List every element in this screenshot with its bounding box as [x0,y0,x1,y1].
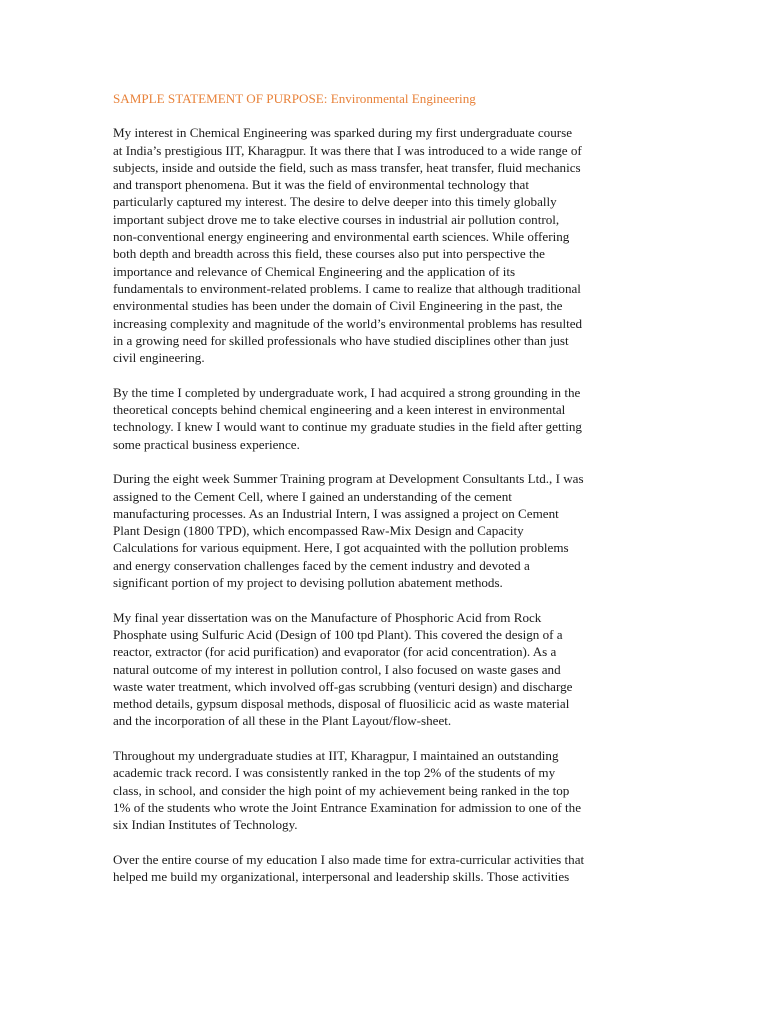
paragraph-undergraduate [113,384,658,453]
paragraph-line: academic track record. I was consistently ranked in the top 2% of the students of my [113,765,556,781]
paragraph-line: six Indian Institutes of Technology. [113,817,298,833]
paragraph-line: During the eight week Summer Training program at Development Consultants Ltd., I was [113,471,584,487]
paragraph-line: My interest in Chemical Engineering was sparked during my first undergraduate course [113,125,573,141]
paragraph-line: 1% of the students who wrote the Joint Entrance Examination for admission to one of the [113,799,581,815]
paragraph-line: Throughout my undergraduate studies at IIT, Kharagpur, I maintained an outstanding [113,747,559,763]
paragraph-line: significant portion of my project to devising pollution abatement methods. [113,575,503,591]
paragraph-line: Plant Design (1800 TPD), which encompassed Raw-Mix Design and Capacity [113,523,524,539]
paragraph-line: some practical business experience. [113,436,300,452]
paragraph-interest [113,124,658,366]
paragraph-line: Calculations for various equipment. Here, I got acquainted with the pollution problems [113,540,569,556]
paragraph-line: non-conventional energy engineering and environmental earth sciences. While offering [113,229,570,245]
paragraph-summer-training [113,470,658,591]
paragraph-line: at India’s prestigious IIT, Kharagpur. It was there that I was introduced to a wide range of [113,142,582,158]
paragraph-line: theoretical concepts behind chemical engineering and a keen interest in environmental [113,402,566,418]
paragraph-line: important subject drove me to take elective courses in industrial air pollution control, [113,211,560,227]
paragraph-line: importance and relevance of Chemical Engineering and the application of its [113,263,516,279]
paragraph-line: and the incorporation of all these in the Plant Layout/flow-sheet. [113,713,452,729]
paragraph-line: natural outcome of my interest in pollution control, I also focused on waste gases and [113,661,561,677]
paragraph-line: increasing complexity and magnitude of the world’s environmental problems has resulted [113,315,583,331]
paragraph-line: particularly captured my interest. The desire to delve deeper into this timely globally [113,194,557,210]
paragraph-line: subjects, inside and outside the field, such as mass transfer, heat transfer, fluid mechanics [113,159,581,175]
paragraph-line: By the time I completed by undergraduate work, I had acquired a strong grounding in the [113,384,581,400]
paragraph-academic-record [113,747,658,833]
document-page [113,90,658,903]
paragraph-line: method details, gypsum disposal methods, disposal of fluosilicic acid as waste material [113,696,570,712]
paragraph-line: and energy conservation challenges faced by the cement industry and devoted a [113,557,530,573]
paragraph-line: manufacturing processes. As an Industrial Intern, I was assigned a project on Cement [113,505,559,521]
paragraph-line: in a growing need for skilled professionals who have studied disciplines other than just [113,332,569,348]
paragraph-line: civil engineering. [113,350,205,366]
document-title: SAMPLE STATEMENT OF PURPOSE: Environmental Engineering [113,91,476,106]
paragraph-line: fundamentals to environment-related problems. I came to realize that although traditional [113,280,581,296]
paragraph-line: and transport phenomena. But it was the field of environmental technology that [113,177,529,193]
paragraph-line: reactor, extractor (for acid purification) and evaporator (for acid concentration). As a [113,644,557,660]
paragraph-dissertation [113,609,658,730]
paragraph-line: waste water treatment, which involved off-gas scrubbing (venturi design) and discharge [113,678,573,694]
paragraph-line: technology. I knew I would want to continue my graduate studies in the field after getting [113,419,582,435]
paragraph-extracurricular [113,851,658,886]
paragraph-line: environmental studies has been under the domain of Civil Engineering in the past, the [113,298,563,314]
paragraph-line: Phosphate using Sulfuric Acid (Design of 100 tpd Plant). This covered the design of a [113,626,563,642]
paragraph-line: My final year dissertation was on the Manufacture of Phosphoric Acid from Rock [113,609,542,625]
paragraph-line: both depth and breadth across this field, these courses also put into perspective the [113,246,545,262]
paragraph-line: assigned to the Cement Cell, where I gained an understanding of the cement [113,488,512,504]
paragraph-line: class, in school, and consider the high point of my achievement being ranked in the top [113,782,570,798]
paragraph-line: Over the entire course of my education I also made time for extra-curricular activities that [113,851,585,867]
paragraph-line: helped me build my organizational, interpersonal and leadership skills. Those activities [113,869,570,885]
